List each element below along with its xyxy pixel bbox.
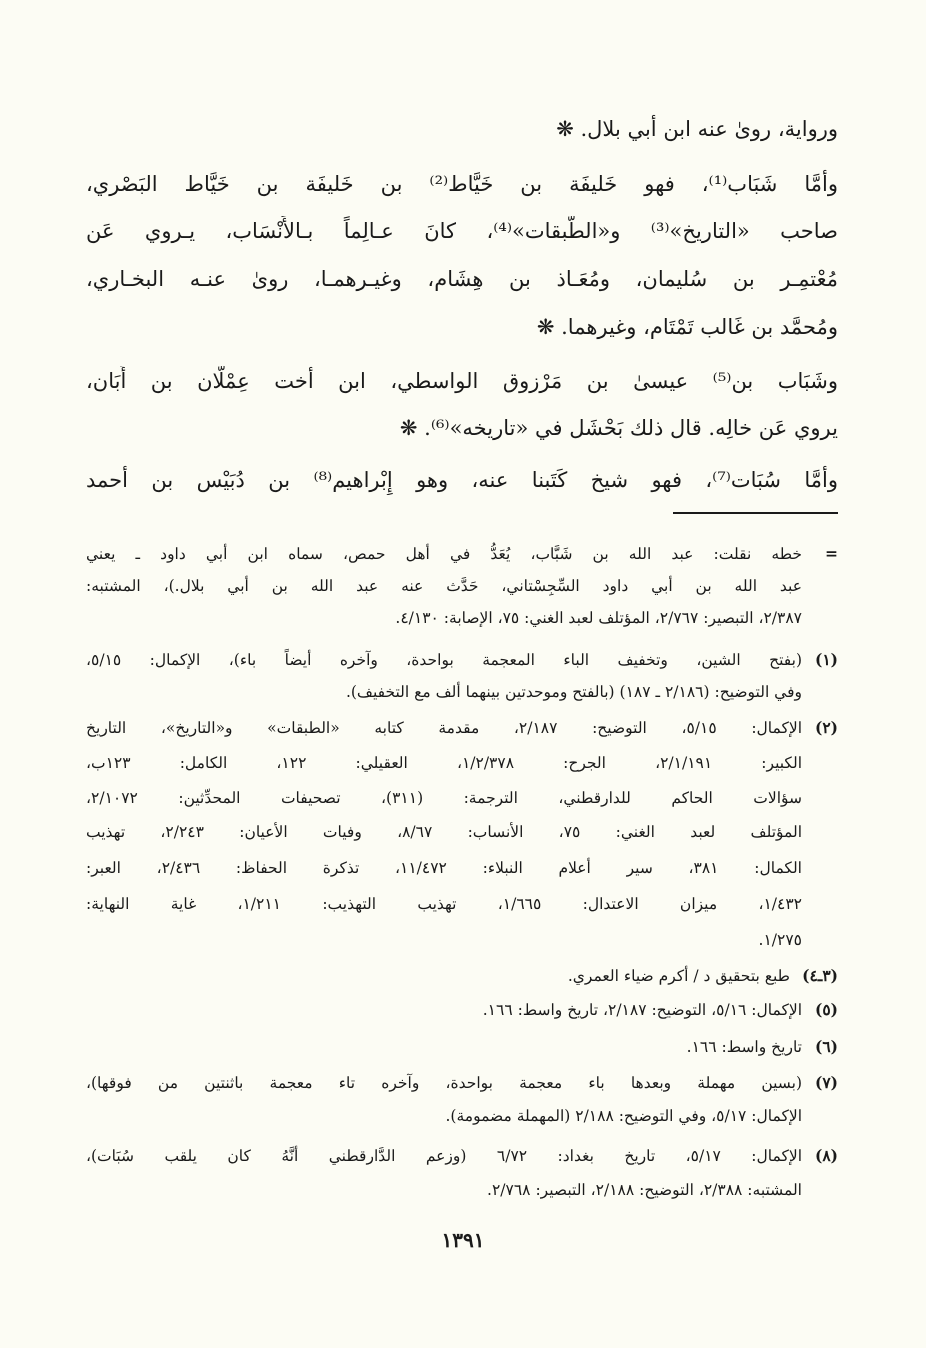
footnote-line: عبد الله بن أبي داود السِّجِسْتاني، حَدَّث عنه عبد الله بن أبي بلال.)، المشتبه: — [86, 577, 802, 595]
footnote-line: المؤتلف لعبد الغني: ٧٥، الأنساب: ٨/٦٧، وفيات الأعيان: ٢/٢٤٣، تهذيب — [86, 823, 802, 841]
page-number: ١٣٩١ — [441, 1228, 485, 1252]
footnote-line: الإكمال: ٥/١٧، وفي التوضيح: ٢/١٨٨ (المهملة مضمومة). — [445, 1107, 802, 1125]
footnote-line: الكمال: ٣٨١، سير أعلام النبلاء: ١١/٤٧٢، تذكرة الحفاظ: ٢/٤٣٦، العبر: — [86, 859, 802, 877]
footnote-line: (بسين مهملة وبعدها باء معجمة بواحدة، وآخره تاء معجمة باثنتين من فوقها)، — [86, 1074, 802, 1092]
footnote-marker: (١) — [814, 650, 838, 669]
footnote-line: الإكمال: ٥/١٦، التوضيح: ٢/١٨٧، تاريخ واسط: ١٦٦. — [482, 1001, 802, 1019]
footnote-marker: (٢) — [814, 718, 838, 737]
footnote-marker: (٨) — [814, 1146, 838, 1165]
footnote-line: خطه نقلت: عبد الله بن شَبَّاب، يُعَدُّ في أهل حمص، سماه ابن أبي داود ـ يعني — [86, 545, 802, 563]
footnote-line: ١/٢٧٥. — [758, 931, 802, 949]
main-text-line: صاحب «التاريخ»⁽³⁾ و«الطَّبقات»⁽⁴⁾، كانَ عـالِماً بـالأَنْسَاب، يـروي عَن — [86, 219, 838, 243]
main-text-line: يروي عَن خالِه. قال ذلك بَحْشَل في «تاريخه»⁽⁶⁾. ❋ — [399, 416, 838, 440]
footnote-line: الكبير: ٢/١/١٩١، الجرح: ١/٢/٣٧٨، العقيلي: ١٢٢، الكامل: ١٢٣ب، — [86, 754, 802, 772]
footnote-line: ١/٤٣٢، ميزان الاعتدال: ١/٦٦٥، تهذيب التهذيب: ١/٢١١، غاية النهاية: — [86, 895, 802, 913]
footnote-marker: = — [825, 544, 838, 563]
footnote-separator — [673, 512, 838, 514]
footnote-marker: (٦) — [814, 1037, 838, 1056]
footnote-line: وفي التوضيح: (٢/١٨٦ ـ ١٨٧) (بالفتح وموحدتين بينهما ألف مع التخفيف). — [345, 683, 802, 701]
footnote-marker: (٧) — [814, 1073, 838, 1092]
footnote-marker: (٥) — [814, 1000, 838, 1019]
main-text-line: ورواية، روىٰ عنه ابن أبي بلال. ❋ — [556, 117, 838, 141]
footnote-line: الإكمال: ٥/١٥، التوضيح: ٢/١٨٧، مقدمة كتابه «الطبقات» و«التاريخ»، التاريخ — [86, 719, 802, 737]
footnote-line: المشتبه: ٢/٣٨٨، التوضيح: ٢/١٨٨، التبصير: ٢/٧٦٨. — [487, 1181, 802, 1199]
footnote-line: (بفتح الشين، وتخفيف الباء المعجمة بواحدة، وآخره أيضاً باء)، الإكمال: ٥/١٥، — [86, 651, 802, 669]
main-text-line: مُعْتمِـر بن سُليمان، ومُعَـاذ بن هِشَام، وغيـرهمـا، روىٰ عنـه البخـاري، — [86, 267, 838, 291]
footnote-marker: (٣ـ٤) — [802, 966, 838, 985]
footnote-line: طبع بتحقيق د / أكرم ضياء العمري. — [567, 967, 790, 985]
footnote-line: سؤالات الحاكم للدارقطني، الترجمة: (٣١١)، تصحيفات المحدِّثين: ٢/١٠٧٢، — [86, 789, 802, 807]
main-text-line: ومُحمَّد بن غَالب تَمْتَام، وغيرهما. ❋ — [536, 315, 838, 339]
main-text-line: وأمَّا سُبَات⁽⁷⁾، فهو شيخ كَتَبنا عنه، وهو إِبْراهيم⁽⁸⁾ بن دُبَيْس بن أحمد — [86, 468, 838, 492]
footnote-line: الإكمال: ٥/١٧، تاريخ بغداد: ٦/٧٢ (وزعم الدَّارقطني أنَّهُ كان يلقب سُبَات)، — [86, 1147, 802, 1165]
footnote-line: تاريخ واسط: ١٦٦. — [686, 1038, 802, 1056]
main-text-line: وشَبَاب بن⁽⁵⁾ عيسىٰ بن مَرْزوق الواسطي، ابن أخت عِمْلَّان بن أَبَان، — [86, 369, 838, 393]
main-text-line: وأمَّا شَبَاب⁽¹⁾، فهو خَليفَة بن خَيَّاط⁽²⁾ بن خَليفَة بن خَيَّاط البَصْري، — [86, 172, 838, 196]
footnote-line: ٢/٣٨٧، التبصير: ٢/٧٦٧، المؤتلف لعبد الغني: ٧٥، الإصابة: ٤/١٣٠. — [395, 609, 802, 627]
